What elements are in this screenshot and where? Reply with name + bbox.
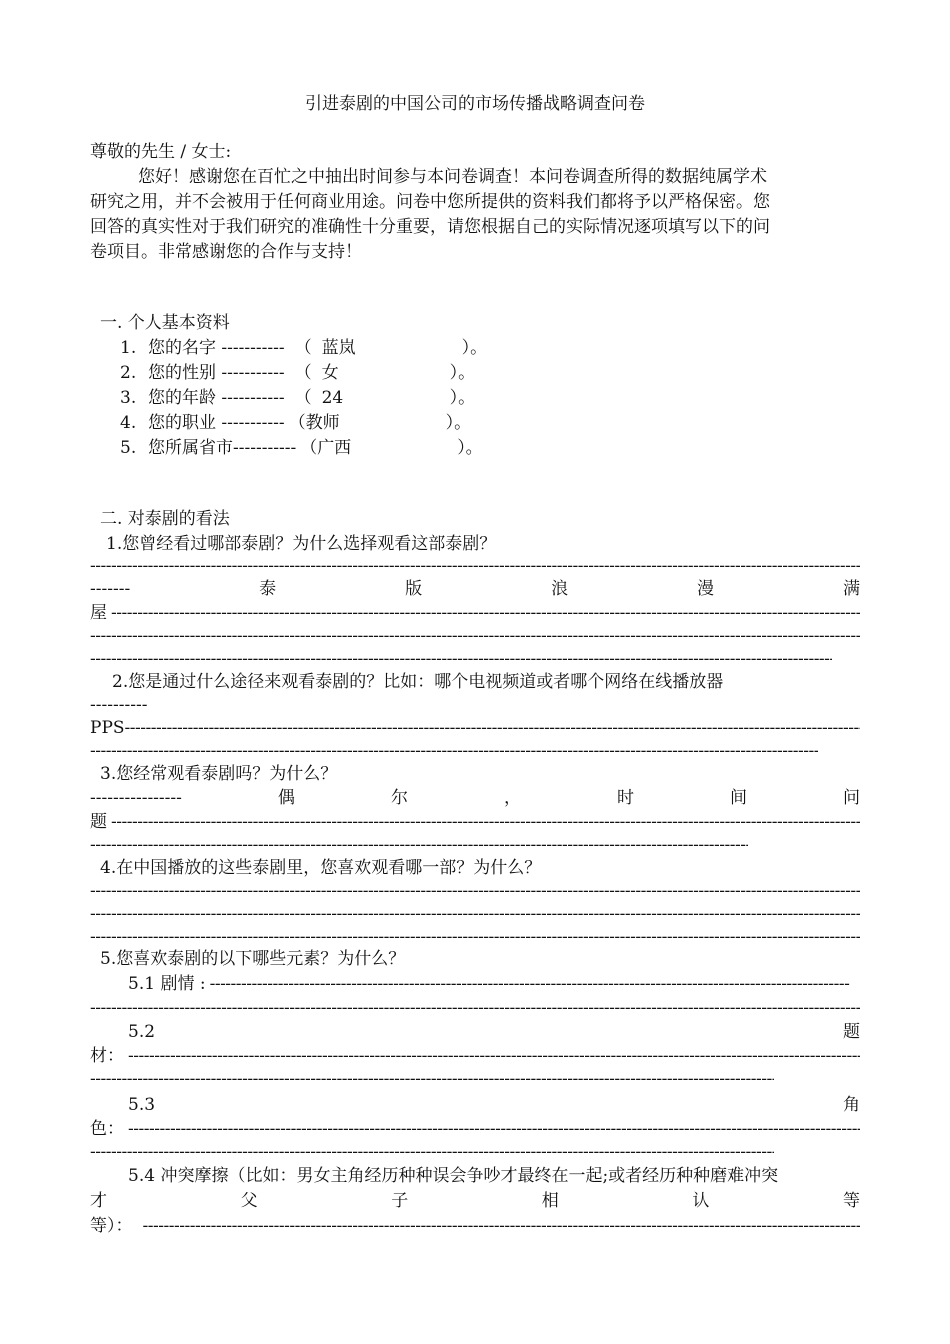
field-open-paren: （ (294, 388, 312, 408)
answer-line[interactable] (90, 1067, 774, 1091)
answer-char: 题 (90, 812, 107, 832)
answer-line[interactable] (90, 996, 860, 1020)
question-3: 3.您经常观看泰剧吗？为什么？ (100, 764, 338, 784)
answer-char: 尔 (390, 788, 408, 808)
question-5: 5.您喜欢泰剧的以下哪些元素？为什么？ (100, 949, 406, 969)
element-5-3-answer-line[interactable] (90, 1117, 860, 1141)
answer-line[interactable] (90, 833, 748, 857)
answer-char: 泰 (259, 579, 277, 599)
element-label-wrap: 材： (90, 1046, 124, 1066)
answer-line[interactable] (90, 1140, 774, 1164)
field-close-paren: ）。 (449, 363, 476, 383)
field-number: 2. (120, 363, 137, 383)
element-char: 才 (90, 1191, 107, 1211)
element-5-4-spread-line (90, 1189, 860, 1213)
field-open-paren: （ (294, 363, 312, 383)
element-char: 等 (842, 1191, 860, 1211)
answer-2-line[interactable] (90, 716, 860, 740)
element-label-tail: 角 (843, 1095, 860, 1115)
answer-3-line[interactable] (90, 786, 860, 810)
answer-line[interactable] (90, 879, 860, 903)
field-close-paren: ）。 (445, 413, 472, 433)
element-label: 5.1 剧情 : (128, 974, 206, 994)
question-4: 4.在中国播放的这些泰剧里，您喜欢观看哪一部？为什么？ (100, 858, 542, 878)
salutation: 尊敬的先生 / 女士: (90, 142, 232, 162)
field-open-paren: （ (294, 338, 312, 358)
field-close-paren: ）。 (449, 388, 476, 408)
element-5-1-line[interactable] (128, 972, 850, 996)
answer-dash-prefix: ------- (90, 579, 131, 599)
field-open-paren: （ (288, 413, 306, 433)
section-2-heading: 二. 对泰剧的看法 (100, 509, 230, 529)
field-gender-row (120, 361, 860, 385)
element-char: 认 (692, 1191, 710, 1211)
element-label-wrap: 色： (90, 1119, 124, 1139)
intro-line-1: 您好！感谢您在百忙之中抽出时间参与本问卷调查！本问卷调查所得的数据纯属学术 (138, 167, 767, 187)
answer-text: PPS (90, 718, 125, 738)
section-1-heading: 一. 个人基本资料 (100, 313, 230, 333)
element-char: 子 (391, 1191, 409, 1211)
field-open-paren: （ (300, 438, 318, 458)
field-label: 您的职业 ----------- (148, 413, 285, 433)
answer-char: 漫 (697, 579, 715, 599)
intro-line-4: 卷项目。非常感谢您的合作与支持！ (90, 242, 362, 262)
element-char: 相 (541, 1191, 559, 1211)
question-1: 1.您曾经看过哪部泰剧？为什么选择观看这部泰剧？ (106, 534, 497, 554)
field-province-row (120, 436, 860, 460)
element-5-3-line (128, 1093, 860, 1117)
field-number: 3. (120, 388, 137, 408)
province-value[interactable]: 广西 (317, 438, 352, 458)
question-2: 2.您是通过什么途径来观看泰剧的？比如：哪个电视频道或者哪个网络在线播放器 (112, 672, 724, 692)
answer-line[interactable] (90, 647, 832, 671)
intro-line-3: 回答的真实性对于我们研究的准确性十分重要，请您根据自己的实际情况逐项填写以下的问 (90, 217, 770, 237)
answer-line[interactable] (90, 925, 860, 949)
answer-char: 满 (842, 579, 860, 599)
field-number: 4. (120, 413, 137, 433)
answer-char: ， (503, 788, 521, 808)
answer-char: 屋 (90, 603, 107, 623)
question-2-dash: ---------- (90, 695, 148, 715)
element-label-tail: 题 (843, 1022, 860, 1042)
gender-value[interactable]: 女 (321, 363, 339, 383)
element-5-4-line: 5.4 冲突摩擦（比如：男女主角经历种种误会争吵才最终在一起;或者经历种种磨难冲突 (128, 1166, 779, 1186)
element-5-4-answer-line[interactable] (90, 1214, 860, 1238)
answer-char: 版 (405, 579, 423, 599)
occupation-value[interactable]: 教师 (305, 413, 340, 433)
field-label: 您的性别 ----------- (148, 363, 285, 383)
element-char: 父 (240, 1191, 258, 1211)
answer-line[interactable] (90, 739, 818, 763)
answer-char: 间 (729, 788, 747, 808)
element-5-2-line (128, 1020, 860, 1044)
answer-line[interactable] (90, 624, 860, 648)
field-age-row (120, 386, 860, 410)
element-number: 5.2 (128, 1022, 156, 1042)
field-name-row (120, 336, 860, 360)
answer-char: 偶 (277, 788, 295, 808)
answer-char: 浪 (551, 579, 569, 599)
element-5-2-answer-line[interactable] (90, 1044, 860, 1068)
age-value[interactable]: 24 (321, 388, 344, 408)
field-close-paren: ）。 (461, 338, 488, 358)
field-occupation-row (120, 411, 860, 435)
field-label: 您的名字 ----------- (148, 338, 285, 358)
answer-char: 时 (616, 788, 634, 808)
field-number: 1. (120, 338, 137, 358)
answer-3-wrap-line[interactable] (90, 810, 860, 834)
field-close-paren: ）。 (457, 438, 483, 458)
field-number: 5. (120, 438, 137, 458)
name-value[interactable]: 蓝岚 (321, 338, 356, 358)
element-number: 5.3 (128, 1095, 156, 1115)
answer-1-wrap-line[interactable] (90, 601, 860, 625)
answer-dash-prefix: ---------------- (90, 788, 182, 808)
page-title: 引进泰剧的中国公司的市场传播战略调查问卷 (305, 94, 645, 114)
answer-line[interactable] (90, 554, 860, 578)
intro-line-2: 研究之用，并不会被用于任何商业用途。问卷中您所提供的资料我们都将予以严格保密。您 (90, 192, 770, 212)
answer-1-line[interactable] (90, 577, 860, 601)
answer-line[interactable] (90, 902, 860, 926)
field-label: 您的年龄 ----------- (148, 388, 285, 408)
answer-char: 问 (843, 788, 860, 808)
field-label: 您所属省市----------- (148, 438, 297, 458)
element-label-wrap: 等）： (90, 1216, 133, 1236)
